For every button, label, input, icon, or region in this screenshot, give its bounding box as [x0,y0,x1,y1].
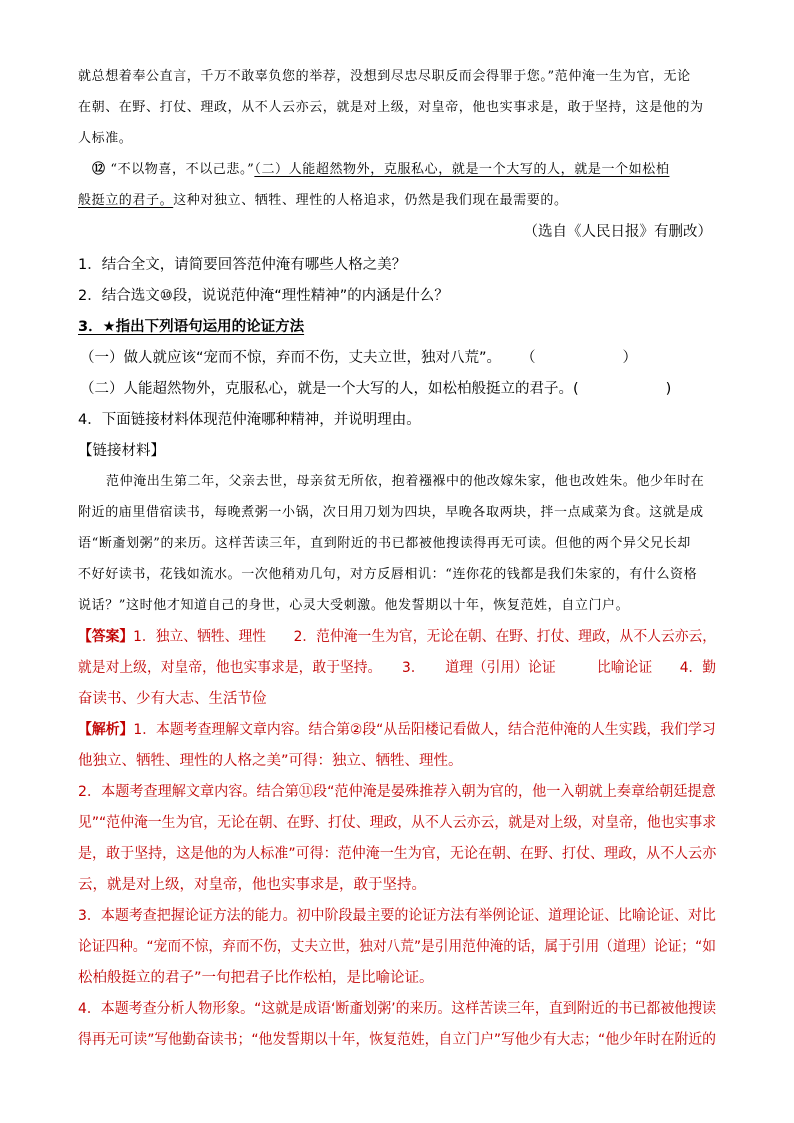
link-line: 范仲淹出生第二年，父亲去世，母亲贫无所依，抱着襁褓中的他改嫁朱家，他也改姓朱。他少年时在 [106,474,705,489]
analysis-text: 1．本题考查理解文章内容。结合第②段“从岳阳楼记看做人，结合范仲淹的人生实践，我们学习 [133,722,716,738]
paragraph-quote: “不以物喜，不以己悲。” [110,162,255,177]
analysis-line: 2．本题考查理解文章内容。结合第⑪段“范仲淹是晏殊推荐入朝为官的，他一入朝就上奏章给朝廷提意 [78,784,716,800]
link-line: 不好好读书，花钱如流水。一次他稍劝几句，对方反唇相讥：“连你花的钱都是我们朱家的，有什么资格 [78,567,698,582]
analysis-line: 得再无可读”写他勤奋读书；“他发誓期以十年，恢复范姓，自立门户”写他少有大志；“他少年时在附近的 [78,1032,716,1048]
analysis-line: 他独立、牺牲、理性的人格之美”可得：独立、牺牲、理性。 [78,753,463,769]
question-3b [80,382,671,397]
link-line: 说话？”这时他才知道自己的身世，心灵大受刺激。他发誓期以十年，恢复范姓，自立门户。 [78,598,630,613]
analysis-line [78,723,716,738]
question-2: 2．结合选文⑩段，说说范仲淹“理性精神”的内涵是什么？ [78,288,449,304]
analysis-label: 【解析】 [78,722,134,738]
answer-blank: ( ) [573,381,672,397]
paragraph-number: ⑫ [92,162,106,177]
answer-blank: （ ） [521,350,638,366]
paragraph-text: 这种对独立、牺牲、理性的人格追求，仍然是我们现在最需要的。 [173,193,568,208]
analysis-line: 4．本题考查分析人物形象。“这就是成语‘断齑划粥’的来历。这样苦读三年，直到附近的书已都被他搜读 [78,1001,717,1017]
link-line: 附近的庙里借宿读书，每晚煮粥一小锅，次日用刀划为四块，早晚各取两块，拌一点咸菜为食。这就是成 [78,505,704,520]
question-1: 1．结合全文，请简要回答范仲淹有哪些人格之美？ [78,257,407,273]
question-3b-text: （二）人能超然物外，克服私心，就是一个大写的人，如松柏般挺立的君子。 [80,381,573,397]
answer-label: 【答案】 [78,629,134,645]
analysis-line: 是，敢于坚持，这是他的为人标准”可得：范仲淹一生为官，无论在朝、在野、打仗、理政，从不人云亦 [78,846,717,862]
answer-line: 就是对上级，对皇帝，他也实事求是，敢于坚持。 3． 道理（引用）论证 比喻论证 4．勤 [78,660,717,676]
question-3a [80,351,637,366]
source-citation: （选自《人民日报》有删改） [523,224,712,240]
paragraph-12-line2 [78,194,568,207]
answer-line: 奋读书、少有大志、生活节俭 [78,691,267,707]
underlined-sentence-end: 般挺立的君子。 [78,193,174,208]
analysis-line: 论证四种。“宠而不惊，弃而不伤，丈夫立世，独对八荒”是引用范仲淹的话，属于引用（道理）论证；“如 [78,939,716,955]
analysis-line: 松柏般挺立的君子”一句把君子比作松柏，是比喻论证。 [78,970,434,986]
analysis-line: 云，就是对上级，对皇帝，他也实事求是，敢于坚持。 [78,877,426,893]
answer-text: 1．独立、牺牲、理性 2．范仲淹一生为官，无论在朝、在野、打仗、理政，从不人云亦云， [133,629,717,645]
passage-line: 就总想着奉公直言，千万不敢辜负您的举荐，没想到尽忠尽职反而会得罪于您。”范仲淹一生为官，无论 [78,69,691,84]
paragraph-12 [92,163,669,176]
question-3a-text: （一）做人就应该“宠而不惊，弃而不伤，丈夫立世，独对八荒”。 [80,350,502,366]
question-4: 4．下面链接材料体现范仲淹哪种精神，并说明理由。 [78,412,421,428]
question-3: 3．★指出下列语句运用的论证方法 [78,319,305,335]
answer-line [78,630,716,645]
passage-line: 在朝、在野、打仗、理政，从不人云亦云，就是对上级，对皇帝，他也实事求是，敢于坚持，这是他的为 [78,100,704,115]
link-line: 语“断齑划粥”的来历。这样苦读三年，直到附近的书已都被他搜读得再无可读。但他的两个异父兄长却 [78,536,691,551]
analysis-line: 3．本题考查把握论证方法的能力。初中阶段最主要的论证方法有举例论证、道理论证、比喻论证、对比 [78,908,716,924]
passage-line: 人标准。 [78,131,133,146]
link-material-title: 【链接材料】 [78,443,165,459]
underlined-sentence: （二）人能超然物外，克服私心，就是一个大写的人，就是一个如松柏 [254,162,670,177]
analysis-line: 见”“范仲淹一生为官，无论在朝、在野、打仗、理政，从不人云亦云，就是对上级，对皇帝，他也实事求 [78,815,717,831]
